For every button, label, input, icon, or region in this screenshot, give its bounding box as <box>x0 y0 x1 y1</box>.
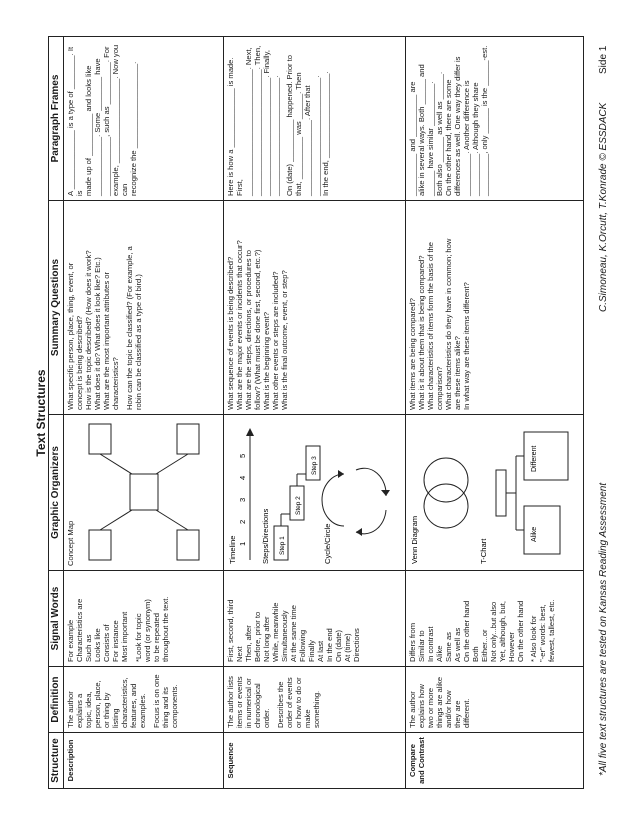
structure-label: Sequence <box>226 742 235 779</box>
header-summary-questions: Summary Questions <box>49 201 64 415</box>
signal-note <box>529 575 556 662</box>
text-line: Following <box>298 629 307 662</box>
text-line: The author <box>408 691 417 728</box>
text-line: Either...or <box>480 629 489 662</box>
questions-cell <box>64 201 224 415</box>
text-line: What is the beginning event? <box>262 312 271 410</box>
text-line: Characteristics are <box>75 598 84 662</box>
text-line: thing and its <box>161 687 170 728</box>
structure-cell <box>64 733 224 789</box>
text-line: At the same time <box>289 605 298 662</box>
text-line: alike in several ways. Both ______ and <box>417 64 426 196</box>
text-line: On (date) __________ happened. Prior to <box>285 54 294 196</box>
text-line: characteristics? <box>111 357 120 410</box>
text-line: in numerical or <box>244 678 253 728</box>
text-line: For example <box>66 619 75 662</box>
text-line: explains how <box>417 684 426 728</box>
text-line: __________. Although they share <box>471 82 480 196</box>
text-line: For instance <box>111 620 120 662</box>
tchart-title: T-Chart <box>479 538 488 564</box>
concept-map-box <box>89 530 111 560</box>
text-line: What are the major events or incidents that occur? <box>235 240 244 410</box>
row-sequence <box>224 37 406 789</box>
structure-label: Description <box>66 739 75 782</box>
tchart-bar <box>496 470 506 516</box>
concept-map-link <box>100 510 132 530</box>
text-line: Yet, although, but, <box>498 601 507 662</box>
text-line: ______ have similar __________. <box>426 81 435 196</box>
header-row <box>49 37 64 789</box>
concept-map-diagram <box>75 418 215 566</box>
timeline-title: Timeline <box>228 535 237 564</box>
timeline-arrowhead <box>246 428 254 436</box>
organizer-cell <box>64 415 224 571</box>
text-line: First, second, third <box>226 599 235 662</box>
concept-map-center-box <box>130 474 158 510</box>
compare-organizers <box>408 416 578 566</box>
text-line: make <box>303 709 312 728</box>
text-line: However <box>507 632 516 662</box>
text-line: The author lists <box>226 676 235 728</box>
text-line: something. <box>312 690 321 728</box>
text-line: features, and <box>129 683 138 728</box>
text-line: topic, idea, <box>84 691 93 728</box>
text-line: Then, after <box>244 625 253 662</box>
text-line: ______________________________. Next, <box>244 47 253 196</box>
text-line: On (date) <box>334 629 343 662</box>
text-line: What is it about them that is being compared? <box>417 255 426 410</box>
venn-circle <box>424 484 468 528</box>
text-line: comparison? <box>435 366 444 410</box>
concept-map-box <box>89 424 111 454</box>
steps-title: Steps/Directions <box>261 508 270 564</box>
text-line: ____________________________. <box>271 75 280 196</box>
cycle-arc <box>322 474 344 526</box>
organizer-cell <box>224 415 406 571</box>
text-line: two or more <box>426 687 435 728</box>
timeline-number: 5 <box>238 453 247 458</box>
text-line: robin can be classified as a type of bird.) <box>134 274 143 410</box>
frames-cell <box>224 37 406 201</box>
header-paragraph-frames: Paragraph Frames <box>49 37 64 201</box>
text-line: recognize the ____________________. <box>129 61 138 196</box>
header-structure: Structure <box>49 733 64 789</box>
text-line: In what way are these items different? <box>462 282 471 410</box>
text-line: Not long after <box>262 616 271 662</box>
text-line: Both also ______ as well as ______. <box>435 71 444 196</box>
text-line: Both <box>471 646 480 662</box>
text-line: explains a <box>75 693 84 728</box>
header-graphic-organizers: Graphic Organizers <box>49 415 64 571</box>
concept-map-link <box>156 510 188 530</box>
text-line: concept is being described? <box>75 315 84 410</box>
text-line: On the other hand, there are some <box>444 79 453 196</box>
footer-note: *All five text structures are tested on Kansas Reading Assessment <box>598 482 609 776</box>
venn-title: Venn Diagram <box>410 515 419 564</box>
text-line: Simultaneously <box>280 610 289 662</box>
definition-cell <box>224 667 406 733</box>
text-line: While, meanwhile <box>271 602 280 662</box>
timeline-number: 1 <box>238 541 247 546</box>
text-line: follow? (What must be done first, second, etc.?) <box>253 249 262 410</box>
sequence-organizers <box>226 416 398 566</box>
footer-credit: C.Simoneau, K.Orcutt, T.Konrade © ESSDACK <box>598 102 609 312</box>
structure-cell <box>224 733 406 789</box>
text-line: example, ____________________. Now you can <box>111 42 129 196</box>
text-line: examples. <box>138 693 147 728</box>
text-line: What items are being compared? <box>408 298 417 410</box>
text-line: What other events or steps are included? <box>271 271 280 410</box>
text-line: or how to do or <box>294 677 303 728</box>
concept-map-box <box>177 424 199 454</box>
venn-circle <box>424 458 468 502</box>
text-line: ____________________________. Finally, <box>262 50 271 196</box>
text-line: throughout the text. <box>161 596 170 662</box>
text-line: At last <box>316 640 325 662</box>
text-line: *Look for topic <box>134 613 143 662</box>
timeline-number: 3 <box>238 497 247 502</box>
text-line: What specific person, place, thing, event, or <box>66 262 75 410</box>
footer-side: Side 1 <box>598 45 609 74</box>
step-label: Step 1 <box>279 536 286 555</box>
text-line: items or events <box>235 676 244 728</box>
definition-cell <box>64 667 224 733</box>
text-line: What are the steps, directions, or procedures to <box>244 250 253 410</box>
questions-cell <box>406 201 584 415</box>
text-line: ______________. Some ________ have <box>93 58 102 196</box>
text-line: Describes the <box>276 681 285 728</box>
text-line: __________. Another difference is <box>462 80 471 196</box>
text-line: listing <box>111 708 120 728</box>
concept-map-title: Concept Map <box>66 520 75 566</box>
text-line: ______________, such as __________. For <box>102 46 111 196</box>
tchart-box <box>524 506 560 554</box>
row-compare-contrast <box>406 37 584 789</box>
text-line: person, place, <box>93 680 102 728</box>
text-line: What is the final outcome, event, or step? <box>280 270 289 410</box>
text-line: Similar to <box>417 630 426 662</box>
text-line: made up of __________ and looks like <box>84 65 93 196</box>
text-line: things are alike <box>435 676 444 728</box>
page-title: Text Structures <box>34 369 48 457</box>
definition-cell <box>406 667 584 733</box>
text-line: Same as <box>444 632 453 662</box>
text-line: they are <box>453 700 462 728</box>
header-signal-words: Signal Words <box>49 571 64 667</box>
text-line: "-er" words: best, <box>538 604 547 662</box>
text-line: In contrast <box>426 626 435 662</box>
text-line: Differs from <box>408 622 417 662</box>
text-line: Most important <box>120 611 129 662</box>
tchart-label-different: Different <box>531 445 538 472</box>
text-line: Alike <box>435 645 444 662</box>
text-line: fewest, tallest, etc. <box>547 599 556 662</box>
text-line: differences as well. One way they differ is <box>453 56 462 196</box>
signal-words-list <box>408 575 525 662</box>
timeline-number: 4 <box>238 475 247 480</box>
text-line: Such as <box>84 634 93 662</box>
text-line: components. <box>170 684 179 728</box>
text-line: At (time) <box>343 633 352 662</box>
text-line: A ______________ is a type of ________. It is <box>66 44 84 196</box>
concept-map-box <box>177 530 199 560</box>
text-line: Consists of <box>102 624 111 662</box>
row-description <box>64 37 224 789</box>
tchart-label-alike: Alike <box>531 526 538 542</box>
concept-map-link <box>100 454 132 474</box>
structure-cell <box>406 733 584 789</box>
text-line: __________________. After that <box>303 85 312 196</box>
text-line: What are the most important attributes or <box>102 271 111 410</box>
text-line: characteristics, <box>120 677 129 728</box>
text-line: Here is how a ______________ is made. First, <box>226 55 244 196</box>
text-line: The author <box>66 691 75 728</box>
text-line: different. <box>462 698 471 728</box>
text-line: What characteristics of items form the basis of the <box>426 242 435 410</box>
text-line: On the other hand <box>462 600 471 662</box>
text-line: In the end <box>325 628 334 662</box>
text-line: As well as <box>453 627 462 662</box>
signal-words-cell <box>406 571 584 667</box>
signal-words-cell <box>64 571 224 667</box>
text-line: How is the topic described? (How does it work? <box>84 250 93 410</box>
text-line: Directions <box>352 628 361 662</box>
text-structures-table <box>48 36 584 789</box>
text-line: Finally <box>307 640 316 662</box>
text-line: to be repeated <box>152 613 161 662</box>
text-line: Not only...but also <box>489 601 498 662</box>
text-line: order of events <box>285 677 294 728</box>
signal-words-cell <box>224 571 406 667</box>
concept-map-link <box>156 454 188 474</box>
questions-cell <box>224 201 406 415</box>
text-line: What characteristics do they have in common; how <box>444 238 453 410</box>
header-definition: Definition <box>49 667 64 733</box>
organizer-cell <box>406 415 584 571</box>
step-label: Step 3 <box>311 456 318 475</box>
text-line: __________ and __________ are <box>408 81 417 196</box>
timeline-number: 2 <box>238 519 247 524</box>
text-line: How can the topic be classified? (For example, a <box>125 246 134 410</box>
text-line: What sequence of events is being described? <box>226 256 235 410</box>
text-line: What does it do? What does it look like? Etc.) <box>93 257 102 410</box>
text-line: that, __________ was ______. Then <box>294 72 303 196</box>
text-line: In the end, ____________________. <box>321 71 330 196</box>
cycle-title: Cycle/Circle <box>323 523 332 564</box>
text-line: Next <box>235 646 244 662</box>
cycle-arc <box>356 468 386 496</box>
text-line: Looks like <box>93 628 102 662</box>
structure-label: Compare and Contrast <box>408 737 426 784</box>
text-line: order. <box>262 708 271 728</box>
text-line: or thing by <box>102 692 111 728</box>
text-line: ______________________________. Then, <box>253 45 262 196</box>
text-line: ____________________________. <box>312 75 321 196</box>
step-label: Step 2 <box>295 496 302 515</box>
frames-cell <box>64 37 224 201</box>
text-line: chronological <box>253 683 262 728</box>
text-line: word (or synonym) <box>143 599 152 662</box>
text-line: and/or how <box>444 690 453 728</box>
frames-cell <box>406 37 584 201</box>
text-line: Before, prior to <box>253 611 262 662</box>
text-line: On the other hand <box>516 600 525 662</box>
text-line: __________, only ______ is the ______-est. <box>480 45 489 196</box>
text-line: * Also look for <box>529 615 538 662</box>
text-line: are these items alike? <box>453 336 462 410</box>
text-line: Focus is on one <box>152 674 161 728</box>
